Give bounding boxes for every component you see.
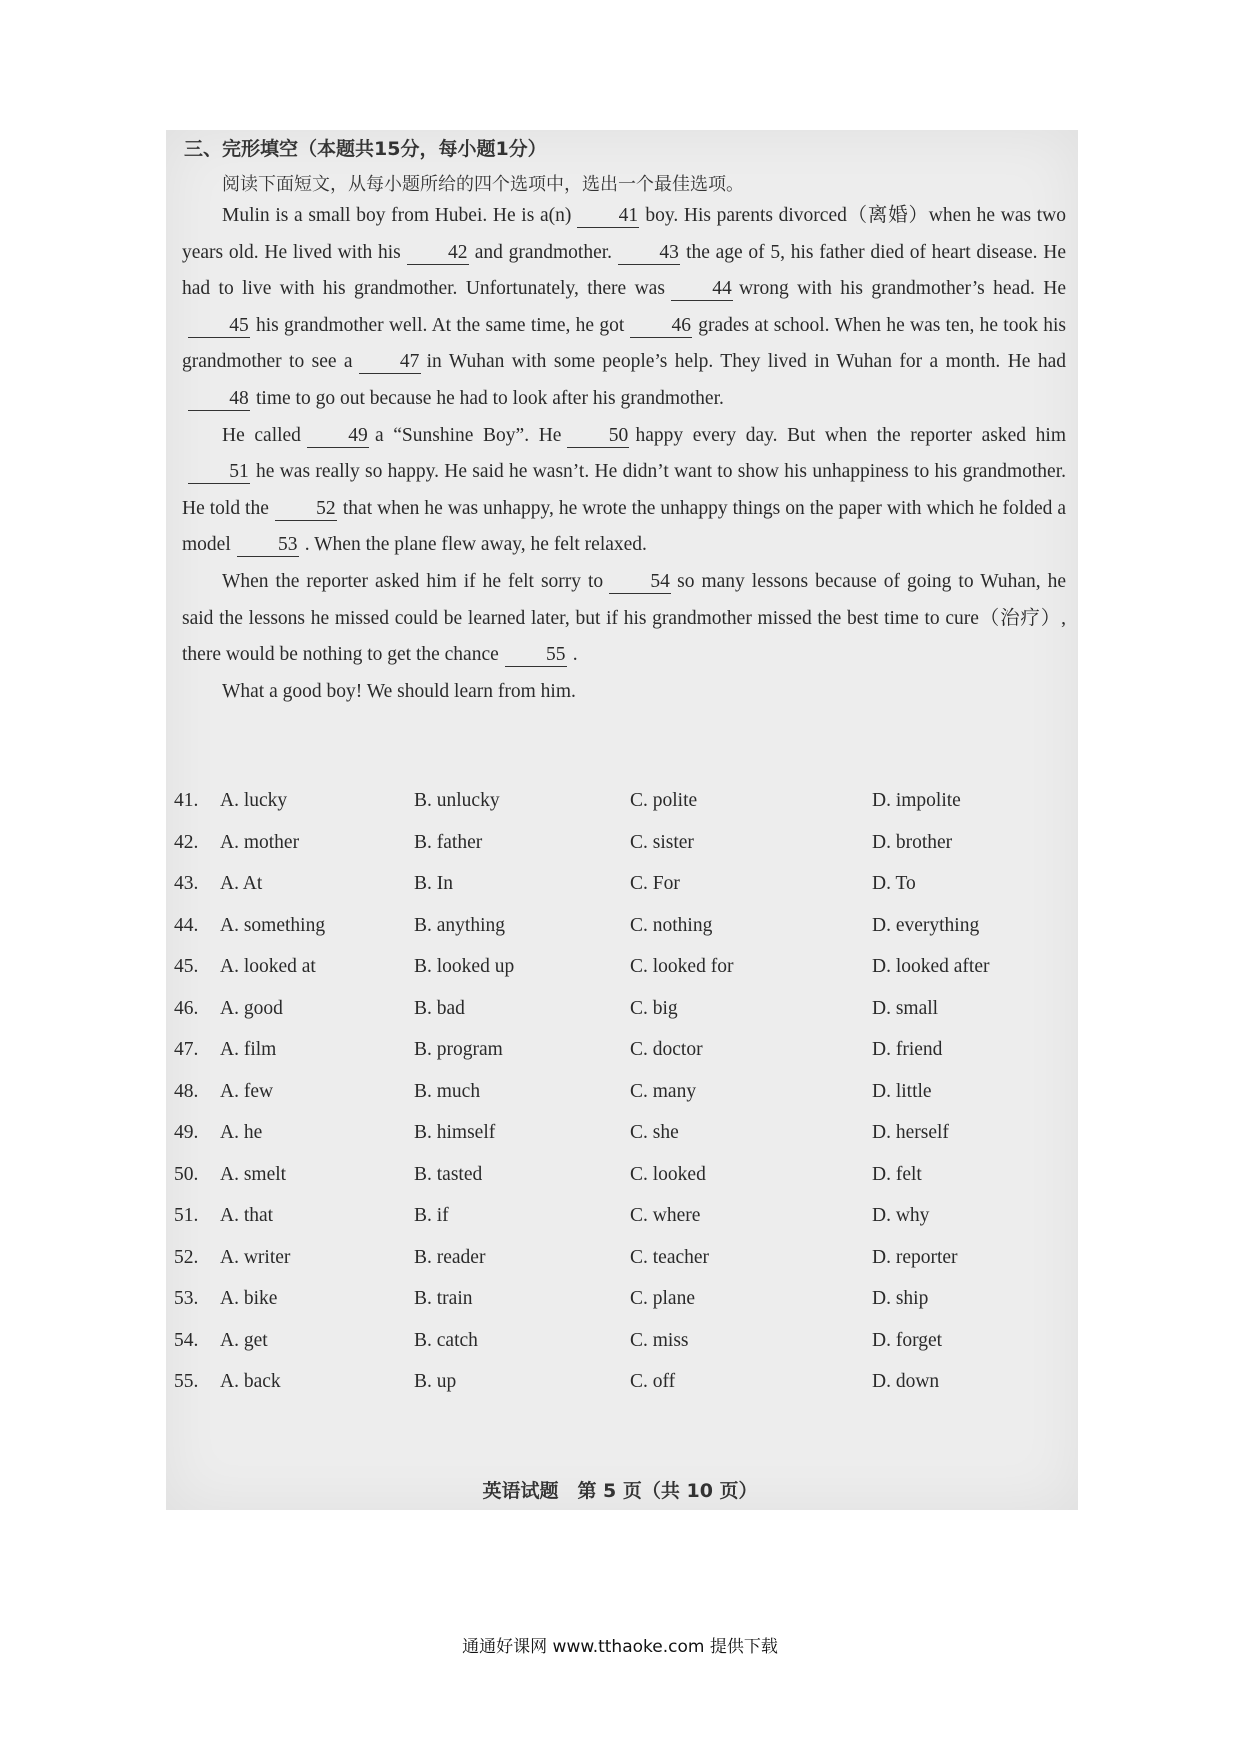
question-row (174, 790, 1054, 832)
blank-52: 52 (275, 498, 337, 521)
option-c: C. polite (630, 790, 698, 811)
passage-text: Mulin is a small boy from Hubei. He is a(n) (222, 205, 572, 226)
option-c: C. For (630, 873, 680, 894)
question-number: 46. (174, 997, 199, 1019)
option-d: D. reporter (872, 1246, 958, 1268)
question-number: 45. (174, 956, 199, 977)
option-c: C. plane (630, 1288, 695, 1309)
option-a: A. good (220, 997, 283, 1019)
question-row (174, 1288, 1054, 1330)
blank-47: 47 (359, 351, 421, 374)
question-row (174, 1039, 1054, 1081)
answer-options (174, 790, 1054, 1413)
question-number: 49. (174, 1122, 199, 1143)
option-a: A. back (220, 1371, 281, 1392)
option-a: A. that (220, 1205, 274, 1226)
passage-paragraph: What a good boy! We should learn from him. (222, 680, 576, 702)
passage-text: . When the plane flew away, he felt relaxed. (304, 534, 647, 556)
passage-text: . (572, 644, 578, 666)
option-a: A. lucky (220, 790, 288, 811)
question-row (174, 873, 1054, 915)
option-d: D. little (872, 1080, 932, 1102)
option-b: B. much (414, 1080, 481, 1102)
question-number: 41. (174, 790, 199, 811)
blank-50: 50 (567, 425, 629, 448)
blank-44: 44 (671, 278, 733, 301)
option-b: B. catch (414, 1329, 478, 1351)
passage-text: grades at school. When he was ten, he took his grandmother to see a (182, 314, 1066, 373)
option-b: B. if (414, 1205, 449, 1226)
option-d: D. why (872, 1205, 930, 1226)
option-a: A. mother (220, 831, 300, 853)
option-d: D. felt (872, 1163, 922, 1185)
blank-42: 42 (407, 242, 469, 265)
option-c: C. many (630, 1080, 697, 1102)
option-d: D. ship (872, 1288, 929, 1309)
option-c: C. where (630, 1205, 701, 1226)
passage-text: When the reporter asked him if he felt sorry to (222, 570, 604, 592)
question-row (174, 1081, 1054, 1123)
option-b: B. father (414, 831, 483, 853)
question-row (174, 1122, 1054, 1164)
option-c: C. big (630, 997, 678, 1019)
question-row (174, 1247, 1054, 1289)
option-a: A. bike (220, 1288, 278, 1309)
option-b: B. tasted (414, 1163, 483, 1185)
question-number: 53. (174, 1288, 199, 1309)
passage-text: time to go out because he had to look after his grandmother. (256, 387, 724, 409)
question-row (174, 998, 1054, 1040)
question-row (174, 915, 1054, 957)
option-a: A. film (220, 1039, 277, 1060)
passage-paragraph (182, 418, 1066, 564)
option-d: D. brother (872, 831, 953, 853)
passage-paragraph (182, 198, 1066, 418)
blank-49: 49 (307, 425, 369, 448)
option-c: C. sister (630, 831, 694, 853)
passage-text: he was really so happy. He said he wasn’t. He didn’t want to show his unhappiness to his grandmother. He told the (182, 461, 1066, 519)
option-b: B. program (414, 1039, 503, 1060)
option-c: C. miss (630, 1329, 689, 1351)
page-footer: 英语试题 第 5 页（共 10 页） (482, 1480, 758, 1502)
option-d: D. To (872, 873, 916, 894)
passage-text: and grandmother. (474, 241, 613, 263)
passage-text: a “Sunshine Boy”. He (374, 424, 562, 446)
blank-41: 41 (577, 205, 639, 228)
section-title: 三、完形填空（本题共15分，每小题1分） (184, 138, 547, 160)
section-instruction: 阅读下面短文，从每小题所给的四个选项中，选出一个最佳选项。 (222, 174, 744, 195)
option-b: B. looked up (414, 956, 515, 977)
option-c: C. doctor (630, 1039, 703, 1060)
question-row (174, 1330, 1054, 1372)
option-d: D. looked after (872, 956, 990, 977)
option-a: A. looked at (220, 956, 316, 977)
option-b: B. bad (414, 997, 465, 1019)
blank-48: 48 (188, 388, 250, 411)
blank-53: 53 (237, 534, 299, 557)
option-d: D. small (872, 997, 939, 1019)
question-row (174, 832, 1054, 874)
question-number: 48. (174, 1080, 199, 1102)
question-number: 51. (174, 1205, 199, 1226)
blank-43: 43 (618, 242, 680, 265)
option-c: C. off (630, 1371, 676, 1392)
blank-45: 45 (188, 315, 250, 338)
passage-text: happy every day. But when the reporter asked him (635, 424, 1067, 446)
option-d: D. impolite (872, 790, 961, 811)
blank-46: 46 (630, 315, 692, 338)
option-b: B. up (414, 1371, 457, 1392)
option-c: C. nothing (630, 914, 713, 936)
option-d: D. down (872, 1371, 940, 1392)
option-d: D. everything (872, 914, 980, 936)
option-c: C. teacher (630, 1246, 710, 1268)
option-b: B. anything (414, 914, 505, 936)
option-c: C. she (630, 1122, 679, 1143)
option-a: A. he (220, 1122, 263, 1143)
question-number: 47. (174, 1039, 199, 1060)
option-c: C. looked for (630, 956, 734, 977)
passage-text: He called (222, 424, 301, 446)
passage-text: boy. His parents divorced（离婚）when he was two years old. He lived with his (182, 205, 1066, 263)
blank-51: 51 (188, 461, 250, 484)
option-d: D. friend (872, 1039, 943, 1060)
passage-text: so many lessons because of going to Wuhan, he said the lessons he missed could be learned later, but if his grandmother missed the best time to cure（治疗）, there would be nothing to get the chance (182, 570, 1066, 666)
question-number: 42. (174, 831, 199, 853)
option-a: A. few (220, 1080, 274, 1102)
question-number: 44. (174, 914, 199, 936)
option-d: D. forget (872, 1329, 943, 1351)
passage-text: his grandmother well. At the same time, he got (256, 314, 625, 336)
download-watermark: 通通好课网 www.tthaoke.com 提供下载 (462, 1637, 778, 1657)
question-number: 43. (174, 873, 199, 894)
option-b: B. himself (414, 1122, 496, 1143)
passage-text: in Wuhan with some people’s help. They lived in Wuhan for a month. He had (426, 351, 1066, 373)
passage-paragraph (182, 564, 1066, 674)
option-a: A. smelt (220, 1163, 287, 1185)
option-b: B. In (414, 873, 453, 894)
question-row (174, 1371, 1054, 1413)
question-number: 54. (174, 1329, 199, 1351)
blank-54: 54 (609, 571, 671, 594)
question-row (174, 956, 1054, 998)
passage-text: wrong with his grandmother’s head. He (738, 278, 1066, 300)
option-a: A. get (220, 1329, 268, 1351)
option-c: C. looked (630, 1163, 706, 1185)
option-b: B. train (414, 1288, 473, 1309)
question-number: 50. (174, 1163, 199, 1185)
cloze-passage (182, 198, 1066, 710)
blank-55: 55 (505, 644, 567, 667)
option-b: B. unlucky (414, 790, 500, 811)
option-d: D. herself (872, 1122, 949, 1143)
option-b: B. reader (414, 1246, 486, 1268)
option-a: A. writer (220, 1246, 291, 1268)
passage-text: the age of 5, his father died of heart disease. He had to live with his grandmother. Unfortunately, there was (182, 241, 1067, 300)
passage-text: that when he was unhappy, he wrote the unhappy things on the paper with which he folded a model (182, 497, 1066, 556)
question-row (174, 1205, 1054, 1247)
question-row (174, 1164, 1054, 1206)
option-a: A. something (220, 914, 326, 936)
question-number: 55. (174, 1371, 199, 1392)
option-a: A. At (220, 873, 263, 894)
question-number: 52. (174, 1246, 199, 1268)
